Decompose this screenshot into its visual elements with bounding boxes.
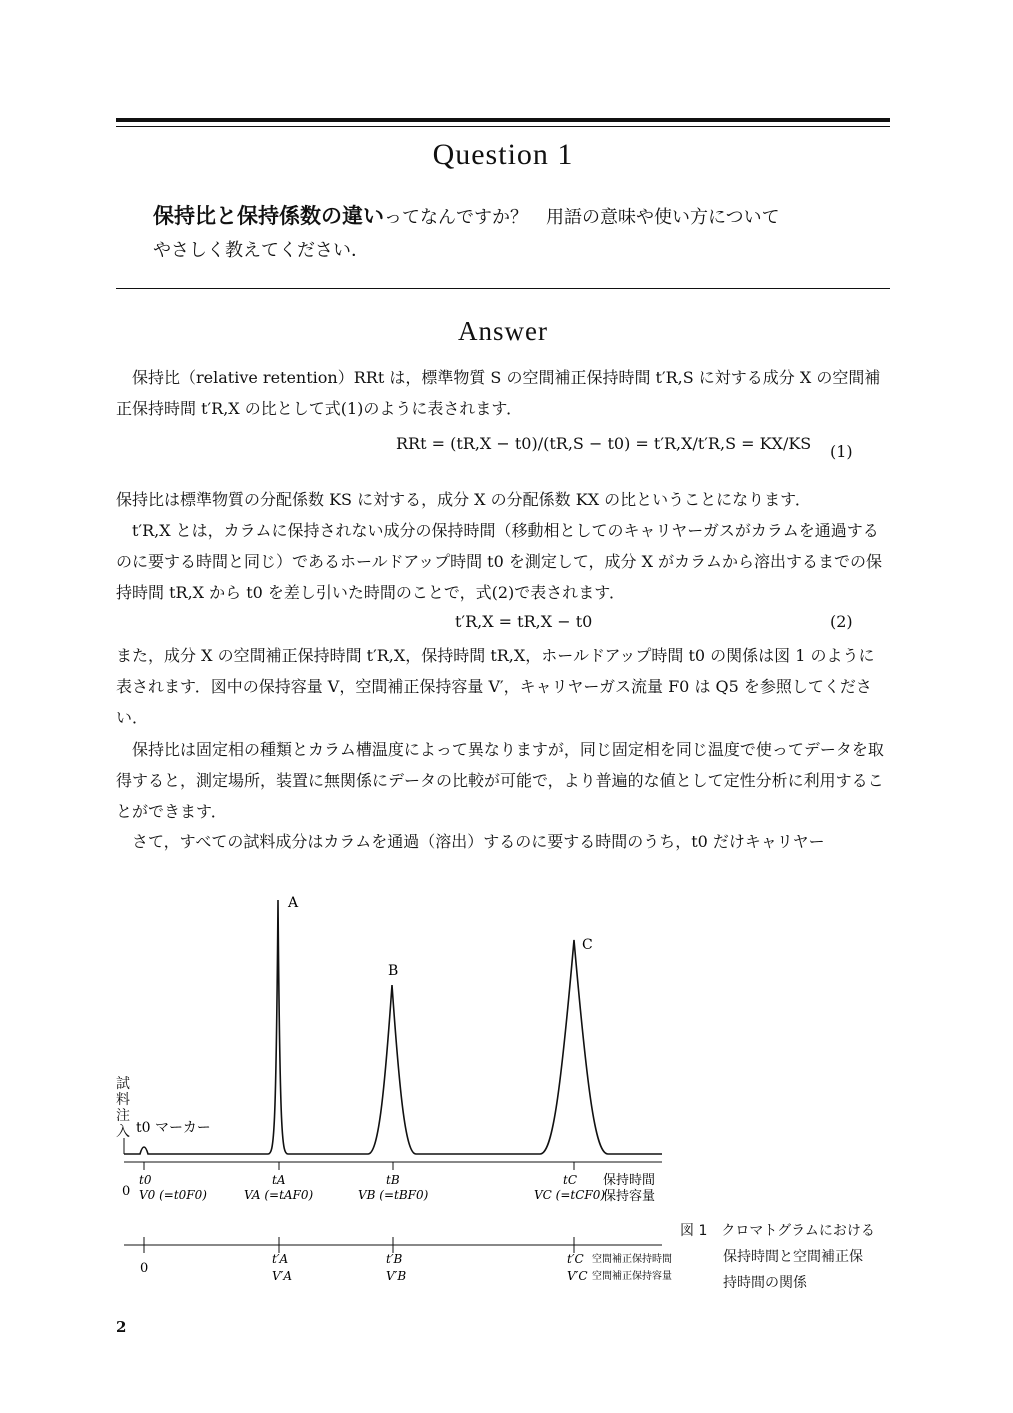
axis-1-sub-vc: VC (=tCF0) — [534, 1188, 606, 1202]
axis-1-label-t0: t0 — [139, 1173, 152, 1187]
axis-1-title-time: 保持時間 — [603, 1173, 656, 1188]
figure-caption — [680, 1218, 895, 1296]
paragraph-2a: 保持比は標準物質の分配係数 KS に対する，成分 X の分配係数 KX の比ということになります． — [116, 490, 811, 509]
axis-2-label-tA: t′A — [272, 1252, 289, 1266]
top-rule — [116, 118, 890, 122]
axis-2-title-volume: 空間補正保持容量 — [592, 1271, 672, 1282]
paragraph-4: 保持比は固定相の種類とカラム槽温度によって異なりますが，同じ固定相を同じ温度で使ってデータを取得すると，測定場所，装置に無関係にデータの比較が可能で，より普遍的な値として定性分析に利用することができます． — [116, 740, 884, 821]
axis-2-label-tC: t′C — [567, 1252, 584, 1266]
axis-2-label-tB: t′B — [386, 1252, 403, 1266]
caption-line-1: 図 1 クロマトグラムにおける — [680, 1223, 875, 1239]
peak-label-c: C — [582, 937, 593, 953]
axis-1-title-volume: 保持容量 — [603, 1189, 656, 1204]
caption-line-3: 持時間の関係 — [723, 1275, 807, 1291]
paragraph-1: 保持比（relative retention）RRt は，標準物質 S の空間補正保持時間 t′R,S に対する成分 X の空間補正保持時間 t′R,X の比として式(1)のように表されます． — [116, 368, 881, 418]
paragraph-5: さて，すべての試料成分はカラムを通過（溶出）するのに要する時間のうち，t0 だけキャリヤー — [132, 832, 825, 851]
peak-label-b: B — [388, 963, 399, 979]
question-rest: ってなんですか？ 用語の意味や使い方について — [384, 207, 780, 228]
axis-1-label-tA: tA — [272, 1173, 286, 1187]
axis-2-sub-vb: V′B — [386, 1269, 407, 1283]
axis-2-title-time: 空間補正保持時間 — [592, 1254, 672, 1265]
equation-2: t′R,X = tR,X − t0 — [455, 612, 593, 631]
question-title: Question 1 — [432, 138, 574, 171]
axis-2-sub-vc: V′C — [567, 1269, 588, 1283]
answer-title: Answer — [458, 316, 548, 346]
axis-1-zero: 0 — [122, 1184, 131, 1199]
page-number: 2 — [116, 1318, 127, 1336]
question-line2: やさしく教えてください． — [153, 240, 369, 261]
axis-1-sub-v0: V0 (=t0F0) — [139, 1188, 207, 1202]
equation-1: RRt = (tR,X − t0)/(tR,S − t0) = t′R,X/t′R,S = KX/KS — [396, 434, 812, 453]
axis-2-sub-va: V′A — [272, 1269, 293, 1283]
question-bold: 保持比と保持係数の違い — [153, 204, 384, 228]
equation-2-number: (2) — [830, 612, 853, 631]
paragraph-2b: t′R,X とは，カラムに保持されない成分の保持時間（移動相としてのキャリヤーガスがカラムを通過するのに要する時間と同じ）であるホールドアップ時間 t0 を測定して，成分 X がカラムから溶出するまでの保持時間 tR,X から t0 を差し引いた時間のことで，式(2)で表されます． — [116, 521, 882, 602]
injection-label: 試料注入 — [116, 1076, 130, 1140]
paragraph-2 — [116, 484, 890, 608]
axis-1-label-tC: tC — [563, 1173, 578, 1187]
paragraph-3: また，成分 X の空間補正保持時間 t′R,X，保持時間 tR,X，ホールドアップ時間 t0 の関係は図 1 のように表されます．図中の保持容量 V，空間補正保持容量 V′，キャリヤーガス流量 F0 は Q5 を参照してください． — [116, 646, 875, 727]
caption-line-2: 保持時間と空間補正保 — [723, 1249, 863, 1265]
question-text — [153, 200, 873, 267]
axis-2-zero: 0 — [140, 1261, 149, 1276]
peak-label-a: A — [288, 895, 299, 911]
chromatogram-trace — [124, 900, 662, 1154]
axis-1-label-tB: tB — [386, 1173, 400, 1187]
axis-1-sub-vb: VB (=tBF0) — [358, 1188, 429, 1202]
section-divider — [116, 288, 890, 289]
marker-label: t0 マーカー — [136, 1120, 211, 1136]
axis-1-sub-va: VA (=tAF0) — [244, 1188, 314, 1202]
top-rule-thin — [116, 126, 890, 127]
equation-1-number: (1) — [830, 442, 853, 461]
